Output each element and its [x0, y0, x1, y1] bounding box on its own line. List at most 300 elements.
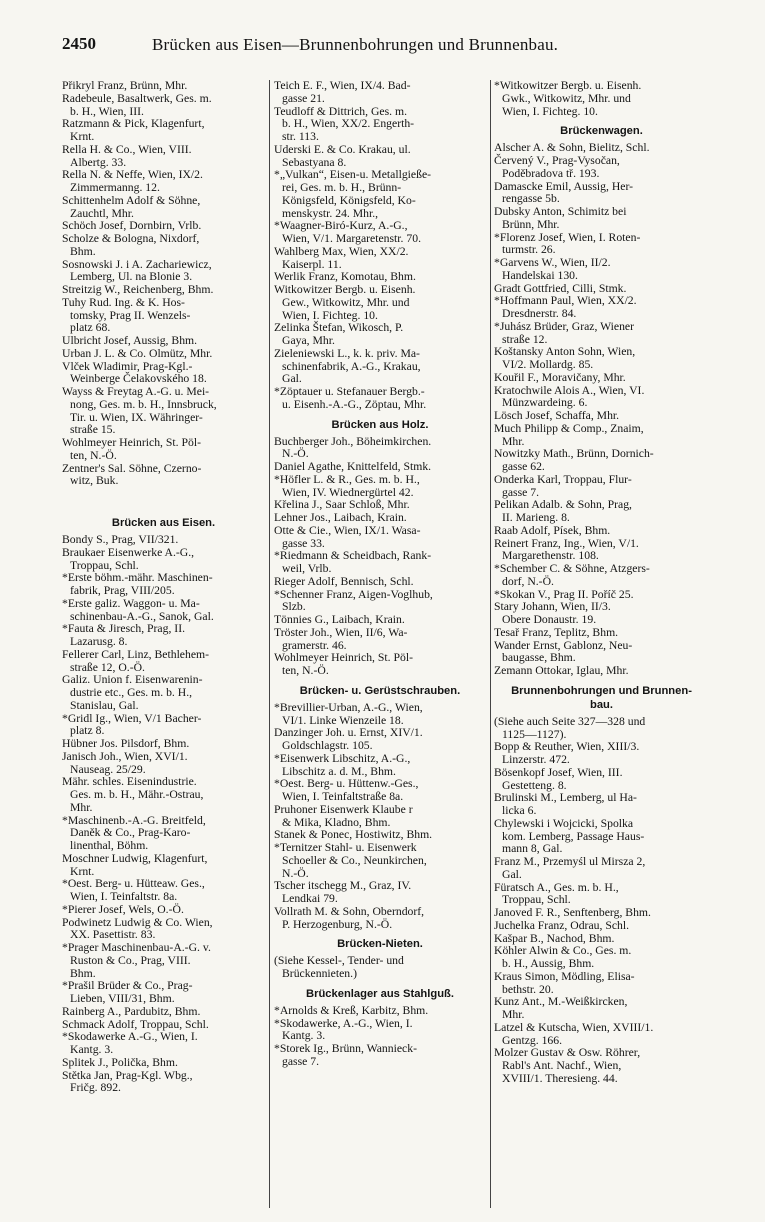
entry-line: Ratzmann & Pick, Klagenfurt, — [62, 117, 205, 131]
directory-entry — [274, 778, 486, 804]
entry-continuation: menskystr. 24. Mhr., — [282, 206, 379, 220]
entry-line: Galiz. Union f. Eisenwarenin- — [62, 673, 203, 687]
entry-continuation: Slzb. — [282, 600, 306, 614]
entry-continuation: Mhr. — [502, 434, 525, 448]
directory-entry — [494, 1022, 709, 1048]
directory-entry — [274, 1043, 486, 1069]
entry-continuation: Wien, I. Teinfaltstraße 8a. — [282, 790, 404, 803]
directory-entry — [274, 652, 486, 678]
entry-continuation: Brückennieten.) — [282, 967, 357, 980]
entry-line: *Skokan V., Prag II. Poříč 25. — [494, 587, 634, 601]
directory-entry — [494, 996, 709, 1022]
entry-line: Alscher A. & Sohn, Bielitz, Schl. — [494, 141, 650, 155]
entry-continuation: turmstr. 26. — [502, 243, 556, 257]
entry-line: Zelinka Štefan, Wikosch, P. — [274, 321, 404, 335]
directory-entry — [494, 818, 709, 856]
entry-line: Podwinetz Ludwig & Co. Wien, — [62, 915, 213, 929]
directory-entry — [62, 259, 265, 285]
entry-line: Otte & Cie., Wien, IX/1. Wasa- — [274, 523, 421, 537]
entry-continuation: Krnt. — [70, 130, 95, 143]
directory-entry — [494, 410, 709, 423]
entry-line: *Gridl Ig., Wien, V/1 Bacher- — [62, 711, 202, 725]
entry-continuation: Gaya, Mhr. — [282, 334, 335, 347]
entry-continuation: Sebastyana 8. — [282, 155, 347, 169]
entry-continuation: Obere Donaustr. 19. — [502, 613, 597, 626]
entry-line: *Oest. Berg- u. Hütteaw. Ges., — [62, 877, 205, 891]
entry-continuation: Ruston & Co., Prag, VIII. — [70, 953, 191, 967]
entry-line: *Erste galiz. Waggon- u. Ma- — [62, 596, 200, 610]
entry-line: Fellerer Carl, Linz, Bethlehem- — [62, 647, 210, 661]
entry-continuation: kom. Lemberg, Passage Haus- — [502, 829, 645, 843]
entry-continuation: Münzwardeing. 6. — [502, 396, 588, 410]
entry-line: Urban J. L. & Co. Olmütz, Mhr. — [62, 346, 213, 360]
entry-line: Křelina J., Saar Schloß, Mhr. — [274, 498, 410, 512]
entry-continuation: licka 6. — [502, 804, 537, 817]
directory-entry — [274, 753, 486, 779]
entry-continuation: Wien, I. Fichteg. 10. — [282, 308, 378, 322]
entry-line: Červený V., Prag-Vysočan, — [494, 154, 620, 167]
entry-line: *Hoffmann Paul, Wien, XX/2. — [494, 294, 637, 308]
entry-line: Stanek & Ponec, Hostiwitz, Bhm. — [274, 828, 433, 842]
entry-line: Dubsky Anton, Schimitz bei — [494, 205, 627, 218]
directory-entry — [62, 917, 265, 943]
entry-line: Koštansky Anton Sohn, Wien, — [494, 345, 636, 359]
entry-continuation: Libschitz a. d. M., Bhm. — [282, 764, 396, 778]
entry-line: *Brevillier-Urban, A.-G., Wien, — [274, 700, 423, 714]
entry-continuation: tomsky, Prag II. Wenzels- — [70, 308, 191, 322]
entry-continuation: & Mika, Kladno, Bhm. — [282, 815, 391, 829]
directory-entry — [62, 80, 265, 93]
entry-line: Daniel Agathe, Knittelfeld, Stmk. — [274, 460, 432, 473]
section-heading — [62, 516, 265, 530]
entry-continuation: Rabl's Ant. Nachf., Wien, — [502, 1059, 622, 1072]
entry-line: Uderski E. & Co. Krakau, ul. — [274, 142, 411, 156]
directory-entry — [274, 169, 486, 220]
entry-continuation: rei, Ges. m. b. H., Brünn- — [282, 181, 402, 194]
entry-line: Hübner Jos. Pilsdorf, Bhm. — [62, 737, 190, 750]
directory-entry — [494, 716, 709, 742]
directory-entry — [494, 945, 709, 971]
directory-entry — [62, 738, 265, 751]
directory-entry — [62, 649, 265, 675]
entry-continuation: II. Marieng. 8. — [502, 511, 570, 524]
entry-line: Wahlberg Max, Wien, XX/2. — [274, 244, 409, 258]
directory-entry — [274, 246, 486, 272]
entry-continuation: Gestetteng. 8. — [502, 778, 567, 792]
entry-continuation: platz 68. — [70, 321, 111, 335]
entry-line: Schmack Adolf, Troppau, Schl. — [62, 1017, 209, 1031]
directory-entry — [62, 572, 265, 598]
directory-entry — [274, 322, 486, 348]
entry-line: Chylewski i Wojcicki, Spolka — [494, 816, 634, 830]
entry-line: Nowitzky Math., Brünn, Dornich- — [494, 447, 654, 461]
entry-continuation: N.-Ö. — [282, 866, 309, 880]
entry-continuation: b. H., Wien, XX/2. Engerth- — [282, 117, 415, 131]
directory-entry — [494, 448, 709, 474]
entry-continuation: Königsfeld, Königsfeld, Ko- — [282, 193, 416, 207]
entry-continuation: P. Herzogenburg, N.-Ö. — [282, 917, 393, 931]
directory-entry — [274, 576, 486, 589]
directory-entry — [494, 346, 709, 372]
entry-line: *Storek Ig., Brünn, Wannieck- — [274, 1042, 417, 1055]
entry-continuation: Gwk., Witkowitz, Mhr. und — [502, 91, 631, 105]
entry-line: Kraus Simon, Mödling, Elisa- — [494, 969, 635, 983]
entry-line: *Erste böhm.-mähr. Maschinen- — [62, 571, 213, 585]
entry-continuation: 1125—1127). — [502, 727, 567, 741]
entry-continuation: straße 12, O.-Ö. — [70, 660, 145, 674]
entry-line: Pruhoner Eisenwerk Klaube r — [274, 802, 413, 816]
running-title: Brücken aus Eisen—Brunnenbohrungen und Brunnenbau. — [152, 35, 559, 54]
entry-line: Rella H. & Co., Wien, VIII. — [62, 142, 192, 156]
entry-line: *Riedmann & Scheidbach, Rank- — [274, 549, 432, 563]
entry-continuation: Tir. u. Wien, IX. Währinger- — [70, 410, 203, 424]
entry-line: *Zöptauer u. Stefanauer Bergb.- — [274, 385, 425, 398]
entry-continuation: baugasse, Bhm. — [502, 651, 576, 665]
directory-entry — [494, 563, 709, 589]
directory-entry — [274, 1005, 486, 1018]
entry-continuation: Fričg. 892. — [70, 1081, 121, 1095]
directory-entry — [274, 386, 486, 412]
directory-entry — [62, 853, 265, 879]
entry-line: Onderka Karl, Troppau, Flur- — [494, 472, 632, 486]
directory-entry — [494, 385, 709, 411]
entry-line: Rella N. & Neffe, Wien, IX/2. — [62, 168, 203, 182]
directory-entry — [274, 727, 486, 753]
entry-line: Köhler Alwin & Co., Ges. m. — [494, 944, 632, 958]
entry-continuation: Brünn, Mhr. — [502, 217, 560, 231]
entry-line: Wayss & Freytag A.-G. u. Mei- — [62, 385, 210, 398]
directory-entry — [274, 284, 486, 322]
entry-continuation: straße 15. — [70, 423, 116, 437]
directory-entry — [274, 955, 486, 981]
entry-continuation: Margarethenstr. 108. — [502, 549, 599, 563]
directory-entry — [274, 804, 486, 830]
entry-continuation: Albertg. 33. — [70, 155, 127, 169]
entry-line: *Prašil Brüder & Co., Prag- — [62, 979, 193, 993]
entry-continuation: gasse 7. — [502, 485, 540, 499]
entry-line: *Oest. Berg- u. Hüttenw.-Ges., — [274, 777, 419, 791]
column-left — [62, 80, 265, 1095]
entry-continuation: Gew., Witkowitz, Mhr. und — [282, 295, 410, 309]
section-heading — [274, 987, 486, 1001]
entry-line: Tscher itschegg M., Graz, IV. — [274, 879, 412, 893]
directory-entry — [494, 767, 709, 793]
directory-entry — [62, 547, 265, 573]
entry-line: Franz M., Przemyśl ul Mirsza 2, — [494, 855, 646, 868]
directory-entry — [274, 106, 486, 144]
directory-entry — [494, 372, 709, 385]
entry-continuation: mann 8, Gal. — [502, 842, 563, 856]
entry-continuation: rengasse 5b. — [502, 192, 560, 206]
entry-line: *Eisenwerk Libschitz, A.-G., — [274, 751, 411, 765]
entry-line: Danzinger Joh. u. Ernst, XIV/1. — [274, 726, 423, 740]
entry-line: Brückenlager aus Stahlguß. — [306, 987, 454, 1000]
directory-entry — [274, 627, 486, 653]
directory-entry — [494, 920, 709, 933]
entry-continuation: XX. Pasettistr. 83. — [70, 928, 156, 942]
entry-line: *Skodawerke A.-G., Wien, I. — [62, 1030, 198, 1044]
directory-entry — [62, 437, 265, 463]
entry-continuation: Zimmermanng. 12. — [70, 181, 160, 194]
entry-continuation: ten, N.-Ö. — [282, 664, 329, 677]
entry-continuation: dustrie etc., Ges. m. b. H., — [70, 686, 193, 699]
directory-entry — [274, 614, 486, 627]
entry-continuation: Wien, I. Teinfaltstr. 8a. — [70, 890, 178, 903]
entry-line: Reinert Franz, Ing., Wien, V/1. — [494, 536, 639, 550]
entry-line: *Witkowitzer Bergb. u. Eisenh. — [494, 79, 642, 92]
directory-entry — [62, 598, 265, 624]
directory-entry — [274, 144, 486, 170]
entry-continuation: platz 8. — [70, 724, 105, 738]
directory-entry — [62, 878, 265, 904]
entry-line: Rainberg A., Pardubitz, Bhm. — [62, 1004, 201, 1018]
entry-line: *Ternitzer Stahl- u. Eisenwerk — [274, 841, 417, 854]
entry-continuation: Schoeller & Co., Neunkirchen, — [282, 853, 427, 867]
directory-entry — [494, 257, 709, 283]
entry-continuation: Handelskai 130. — [502, 268, 578, 282]
entry-continuation: Mhr. — [502, 1008, 525, 1021]
directory-entry — [494, 792, 709, 818]
directory-entry — [62, 674, 265, 712]
directory-entry — [62, 713, 265, 739]
entry-line: Tröster Joh., Wien, II/6, Wa- — [274, 625, 408, 639]
entry-continuation: Nauseag. 25/29. — [70, 762, 146, 776]
entry-continuation: bethstr. 20. — [502, 982, 554, 996]
entry-line: Schittenhelm Adolf & Söhne, — [62, 193, 201, 207]
entry-line: *Schember C. & Söhne, Atzgers- — [494, 562, 650, 575]
entry-line: Janisch Joh., Wien, XVI/1. — [62, 749, 188, 763]
entry-line: Lösch Josef, Schaffa, Mhr. — [494, 409, 620, 422]
entry-continuation: Troppau, Schl. — [502, 893, 571, 907]
entry-continuation: linenthal, Böhm. — [70, 839, 149, 852]
entry-line: Radebeule, Basaltwerk, Ges. m. — [62, 91, 212, 105]
entry-line: Scholze & Bologna, Nixdorf, — [62, 232, 200, 245]
entry-continuation: gramerstr. 46. — [282, 638, 347, 652]
column-rule-left — [269, 80, 270, 1208]
entry-continuation: Lazarusg. 8. — [70, 635, 128, 648]
directory-entry — [494, 232, 709, 258]
directory-entry — [62, 386, 265, 437]
entry-line: (Siehe auch Seite 327—328 und — [494, 714, 646, 728]
directory-entry — [62, 144, 265, 170]
directory-entry — [62, 284, 265, 297]
entry-continuation: Bhm. — [70, 966, 96, 980]
entry-continuation: Wien, V/1. Margaretenstr. 70. — [282, 232, 421, 245]
entry-line: Brücken-Nieten. — [337, 938, 423, 951]
directory-entry — [274, 589, 486, 615]
directory-entry — [274, 80, 486, 106]
section-heading — [274, 937, 486, 951]
entry-continuation: dorf, N.-Ö. — [502, 574, 554, 588]
entry-continuation: Kaiserpl. 11. — [282, 257, 342, 271]
directory-entry — [62, 93, 265, 119]
entry-line: Teudloff & Dittrich, Ges. m. — [274, 104, 408, 118]
entry-line: Kratochwile Alois A., Wien, VI. — [494, 383, 645, 397]
entry-continuation: Gentzg. 166. — [502, 1033, 563, 1047]
entry-continuation: gasse 33. — [282, 536, 325, 550]
entry-continuation: gasse 21. — [282, 91, 325, 105]
entry-line: Ulbricht Josef, Aussig, Bhm. — [62, 334, 198, 347]
entry-continuation: Zauchtl, Mhr. — [70, 206, 134, 220]
directory-entry — [494, 525, 709, 538]
directory-entry — [274, 220, 486, 246]
entry-line: Wander Ernst, Gablonz, Neu- — [494, 638, 633, 652]
entry-continuation: Stanislau, Gal. — [70, 698, 139, 712]
entry-line: *„Vulkan“, Eisen-u. Metallgieße- — [274, 168, 432, 182]
entry-continuation: Gal. — [282, 372, 302, 386]
entry-line: Tönnies G., Laibach, Krain. — [274, 613, 405, 626]
directory-entry — [62, 463, 265, 489]
entry-line: *Garvens W., Wien, II/2. — [494, 256, 611, 269]
directory-entry — [62, 233, 265, 259]
entry-line: Přikryl Franz, Brünn, Mhr. — [62, 79, 188, 92]
section-heading — [274, 684, 486, 698]
entry-line: Tesař Franz, Teplitz, Bhm. — [494, 625, 619, 639]
section-heading — [494, 684, 709, 712]
entry-line: Zemann Ottokar, Iglau, Mhr. — [494, 664, 629, 677]
directory-entry — [274, 550, 486, 576]
directory-entry — [62, 1006, 265, 1019]
section-heading — [274, 418, 486, 432]
entry-continuation: Wien, IV. Wiednergürtel 42. — [282, 485, 414, 499]
entry-line: Mähr. schles. Eisenindustrie. — [62, 775, 197, 789]
entry-continuation: Krnt. — [70, 864, 95, 878]
page-number: 2450 — [62, 34, 96, 53]
directory-entry — [494, 741, 709, 767]
entry-line: Wohlmeyer Heinrich, St. Pöl- — [62, 436, 201, 449]
entry-continuation: schinenfabrik, A.-G., Krakau, — [282, 359, 421, 373]
entry-line: Bopp & Reuther, Wien, XIII/3. — [494, 740, 640, 754]
entry-line: Latzel & Kutscha, Wien, XVIII/1. — [494, 1020, 654, 1034]
entry-line: Raab Adolf, Písek, Bhm. — [494, 523, 611, 537]
entry-line: Brulinski M., Lemberg, ul Ha- — [494, 791, 637, 805]
entry-line: Janoved F. R., Senftenberg, Bhm. — [494, 906, 651, 919]
directory-entry — [274, 842, 486, 880]
directory-entry — [62, 776, 265, 814]
directory-entry — [62, 904, 265, 917]
entry-line: Bösenkopf Josef, Wien, III. — [494, 765, 623, 779]
entry-line: Much Philipp & Comp., Znaim, — [494, 421, 644, 435]
directory-entry — [494, 423, 709, 449]
entry-continuation: Bhm. — [70, 244, 96, 258]
entry-continuation: Weinberge Čelakovského 18. — [70, 372, 207, 386]
entry-line: Brücken- u. Gerüstschrauben. — [299, 684, 461, 697]
directory-entry — [494, 882, 709, 908]
directory-entry — [62, 1070, 265, 1096]
directory-entry — [62, 942, 265, 980]
entry-line: *Florenz Josef, Wien, I. Roten- — [494, 230, 641, 244]
directory-entry — [274, 906, 486, 932]
directory-entry — [494, 601, 709, 627]
entry-line: Brücken aus Eisen. — [111, 517, 216, 529]
entry-line: Streitzig W., Reichenberg, Bhm. — [62, 283, 214, 296]
entry-line: Molzer Gustav & Osw. Röhrer, — [494, 1046, 641, 1060]
entry-continuation: Ges. m. b. H., Mähr.-Ostrau, — [70, 788, 204, 801]
entry-continuation: Dresdnerstr. 84. — [502, 307, 577, 320]
entry-continuation: Lendkai 79. — [282, 892, 338, 905]
entry-line: *Maschinenb.-A.-G. Breitfeld, — [62, 813, 206, 827]
directory-entry — [494, 155, 709, 181]
entry-line: Brücken aus Holz. — [331, 418, 429, 431]
directory-entry — [62, 980, 265, 1006]
column-gap — [62, 488, 265, 510]
column-rule-right — [490, 80, 491, 1208]
entry-continuation: schinenbau-A.-G., Sanok, Gal. — [70, 609, 214, 623]
entry-continuation: gasse 7. — [282, 1054, 320, 1068]
entry-continuation: Linzerstr. 472. — [502, 753, 570, 766]
entry-line: *Pierer Josef, Wels, O.-Ö. — [62, 902, 184, 916]
entry-continuation: Mhr. — [70, 800, 93, 814]
entry-line: Werlik Franz, Komotau, Bhm. — [274, 270, 416, 284]
entry-continuation: Kantg. 3. — [70, 1043, 114, 1056]
entry-continuation: nong, Ges. m. b. H., Innsbruck, — [70, 397, 217, 411]
directory-entry — [62, 1031, 265, 1057]
entry-line: Wohlmeyer Heinrich, St. Pöl- — [274, 651, 413, 665]
directory-entry — [62, 534, 265, 547]
entry-continuation: Lemberg, Ul. na Blonie 3. — [70, 270, 193, 284]
entry-line: Kunz Ant., M.-Weißkircken, — [494, 995, 628, 1009]
entry-line: Brunnenbohrungen und Brunnen- — [511, 684, 692, 697]
entry-continuation: Lieben, VIII/31, Bhm. — [70, 992, 175, 1005]
entry-line: Lehner Jos., Laibach, Krain. — [274, 511, 407, 524]
entry-continuation: str. 113. — [282, 130, 319, 143]
entry-line: *Höfler L. & R., Ges. m. b. H., — [274, 472, 420, 486]
directory-entry — [494, 627, 709, 640]
directory-entry — [494, 665, 709, 678]
entry-continuation: ten, N.-Ö. — [70, 448, 117, 462]
entry-line: Rieger Adolf, Bennisch, Schl. — [274, 574, 414, 588]
directory-entry — [274, 474, 486, 500]
entry-line: Moschner Ludwig, Klagenfurt, — [62, 851, 208, 865]
directory-entry — [494, 907, 709, 920]
directory-entry — [62, 335, 265, 348]
entry-line: Teich E. F., Wien, IX/4. Bad- — [274, 79, 411, 92]
directory-entry — [494, 971, 709, 997]
entry-line: (Siehe Kessel-, Tender- und — [274, 954, 404, 968]
entry-continuation: N.-Ö. — [282, 447, 309, 461]
directory-entry — [274, 512, 486, 525]
entry-continuation: bau. — [590, 698, 613, 711]
entry-continuation: gasse 62. — [502, 460, 545, 473]
directory-entry — [274, 436, 486, 462]
entry-continuation: Troppau, Schl. — [70, 558, 139, 572]
entry-continuation: b. H., Wien, III. — [70, 104, 144, 118]
entry-continuation: VI/2. Mollardg. 85. — [502, 358, 594, 371]
entry-continuation: Goldschlagstr. 105. — [282, 739, 373, 752]
entry-line: Bondy S., Prag, VII/321. — [62, 533, 179, 546]
entry-continuation: weil, Vrlb. — [282, 562, 332, 575]
entry-continuation: Gal. — [502, 867, 522, 881]
directory-entry — [62, 751, 265, 777]
entry-continuation: Wien, I. Fichteg. 10. — [502, 104, 598, 118]
entry-line: *Fauta & Jiresch, Prag, II. — [62, 622, 186, 636]
directory-entry — [494, 538, 709, 564]
entry-line: Damascke Emil, Aussig, Her- — [494, 179, 634, 193]
entry-line: Brückenwagen. — [560, 125, 643, 138]
entry-continuation: fabrik, Prag, VIII/205. — [70, 584, 175, 597]
directory-entry — [62, 815, 265, 853]
entry-line: Füratsch A., Ges. m. b. H., — [494, 880, 619, 894]
entry-line: Schöch Josef, Dornbirn, Vrlb. — [62, 219, 202, 233]
entry-continuation: Poděbradova tř. 193. — [502, 166, 600, 180]
directory-entry — [494, 206, 709, 232]
entry-line: *Juhász Brüder, Graz, Wiener — [494, 319, 635, 333]
column-middle — [274, 80, 486, 1069]
entry-line: Stětka Jan, Prag-Kgl. Wbg., — [62, 1068, 193, 1082]
entry-line: *Waagner-Biró-Kurz, A.-G., — [274, 219, 408, 233]
directory-entry — [62, 118, 265, 144]
entry-line: Kouřil F., Moravičany, Mhr. — [494, 370, 626, 384]
